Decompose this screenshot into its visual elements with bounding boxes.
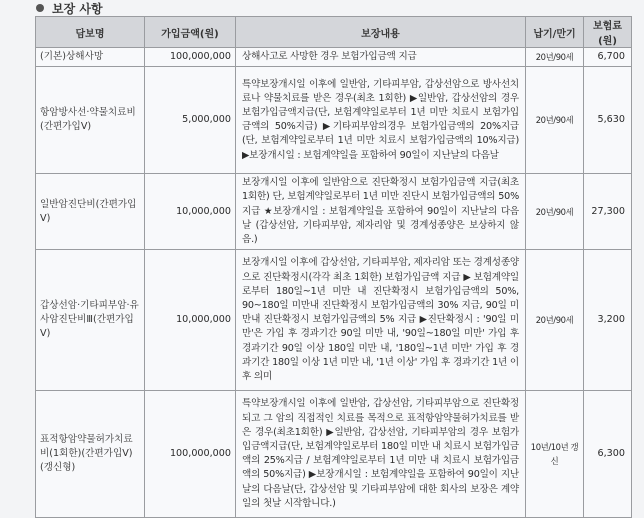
coverage-premium: 3,200 [584, 250, 632, 391]
coverage-table [35, 16, 632, 518]
table-row [36, 250, 632, 391]
coverage-amount: 5,000,000 [145, 67, 236, 174]
coverage-premium: 5,630 [584, 67, 632, 174]
coverage-description: 특약보장개시일 이후에 일반암, 기타피부암, 갑상선암으로 방사선치료나 약물치료를 받은 경우(최초 1회한) ▶일반암, 갑상선암의 경우 보험가입금액지급(단, 보험계약일로부터 1년 미만 치료시 보험가입금액의 50%지급) ▶기타피부암의경우 보험가입금액의 20%지급(단, 보험계약일로부터 1년 미만 치료시 보험가입금액의 10%지급) ▶보장개시일 : 보험계약일을 포함하여 90일이 지난날의 다음날 [236, 67, 526, 174]
coverage-name: 표적항암약물허가치료비(1회한)(간편가입Ⅴ)(갱신형) [36, 391, 145, 518]
coverage-name: 일반암진단비(간편가입Ⅴ) [36, 174, 145, 250]
coverage-amount: 10,000,000 [145, 250, 236, 391]
coverage-premium: 6,300 [584, 391, 632, 518]
header-description: 보장내용 [236, 17, 526, 48]
coverage-term: 20년/90세 [526, 67, 584, 174]
bullet-icon [36, 4, 44, 12]
coverage-amount: 100,000,000 [145, 391, 236, 518]
coverage-amount: 10,000,000 [145, 174, 236, 250]
coverage-term: 20년/90세 [526, 48, 584, 67]
header-term: 납기/만기 [526, 17, 584, 48]
coverage-name: 항암방사선·약물치료비(간편가입Ⅴ) [36, 67, 145, 174]
table-row [36, 48, 632, 67]
coverage-term: 20년/90세 [526, 174, 584, 250]
section-title-text: 보장 사항 [52, 1, 103, 16]
table-row [36, 174, 632, 250]
coverage-amount: 100,000,000 [145, 48, 236, 67]
coverage-premium: 6,700 [584, 48, 632, 67]
coverage-term: 20년/90세 [526, 250, 584, 391]
header-amount: 가입금액(원) [145, 17, 236, 48]
header-premium: 보험료(원) [584, 17, 632, 48]
table-row [36, 391, 632, 518]
table-header-row [36, 17, 632, 48]
coverage-description: 보장개시일 이후에 갑상선암, 기타피부암, 제자리암 또는 경계성종양으로 진단확정시(각각 최초 1회한) 보험가입금액 지급 ▶ 보험계약일로부터 180일~1년 미만 내 진단확정시 보험가입금액의 50%, 90~180일 미만내 진단확정시 보험가입금액의 30% 지급, 90일 미만내 진단확정시 보험가입금액의 5% 지급 ▶진단확정시 : '90일 미만'은 가입 후 경과기간 90일 미만 내, '90일~180일 미만' 가입 후 경과기간 90일 이상 180일 미만 내, '180일~1년 미만' 가입 후 경과기간 180일 이상 1년 미만 내, '1년 이상' 가입 후 경과기간 1년 이후 의미 [236, 250, 526, 391]
coverage-term: 10년/10년 갱신 [526, 391, 584, 518]
coverage-description: 특약보장개시일 이후에 일반암, 갑상선암, 기타피부암으로 진단확정되고 그 암의 직접적인 치료를 목적으로 표적항암약물허가치료를 받은 경우(최초1회한) ▶일반암, 갑상선암, 기타피부암의 경우 보험가입금액지급(단, 보험계약일로부터 180일 미만 내 치료시 보험가입금액의 25%지급 / 보험계약일로부터 1년 미만 내 치료시 보험가입금액의 50%지급) ▶보장개시일 : 보험계약일을 포함하여 90일이 지난날의 다음날(단, 갑상선암 및 기타피부암에 대한 회사의 보장은 계약일의 첫날 시작합니다.) [236, 391, 526, 518]
coverage-description: 상해사고로 사망한 경우 보험가입금액 지급 [236, 48, 526, 67]
section-title [36, 0, 103, 16]
coverage-name: 갑상선암·기타피부암·유사암진단비Ⅲ(간편가입Ⅴ) [36, 250, 145, 391]
coverage-name: (기본)상해사망 [36, 48, 145, 67]
table-row [36, 67, 632, 174]
coverage-description: 보장개시일 이후에 일반암으로 진단확정시 보험가입금액 지급(최초 1회한) 단, 보험계약일로부터 1년 미만 진단시 보험가입금액의 50%지급 ★보장개시일 : 보험계약일을 포함하여 90일이 지난날의 다음날 (갑상선암, 기타피부암, 제자리암 및 경계성종양은 보상하지 않음.) [236, 174, 526, 250]
coverage-premium: 27,300 [584, 174, 632, 250]
header-name: 담보명 [36, 17, 145, 48]
